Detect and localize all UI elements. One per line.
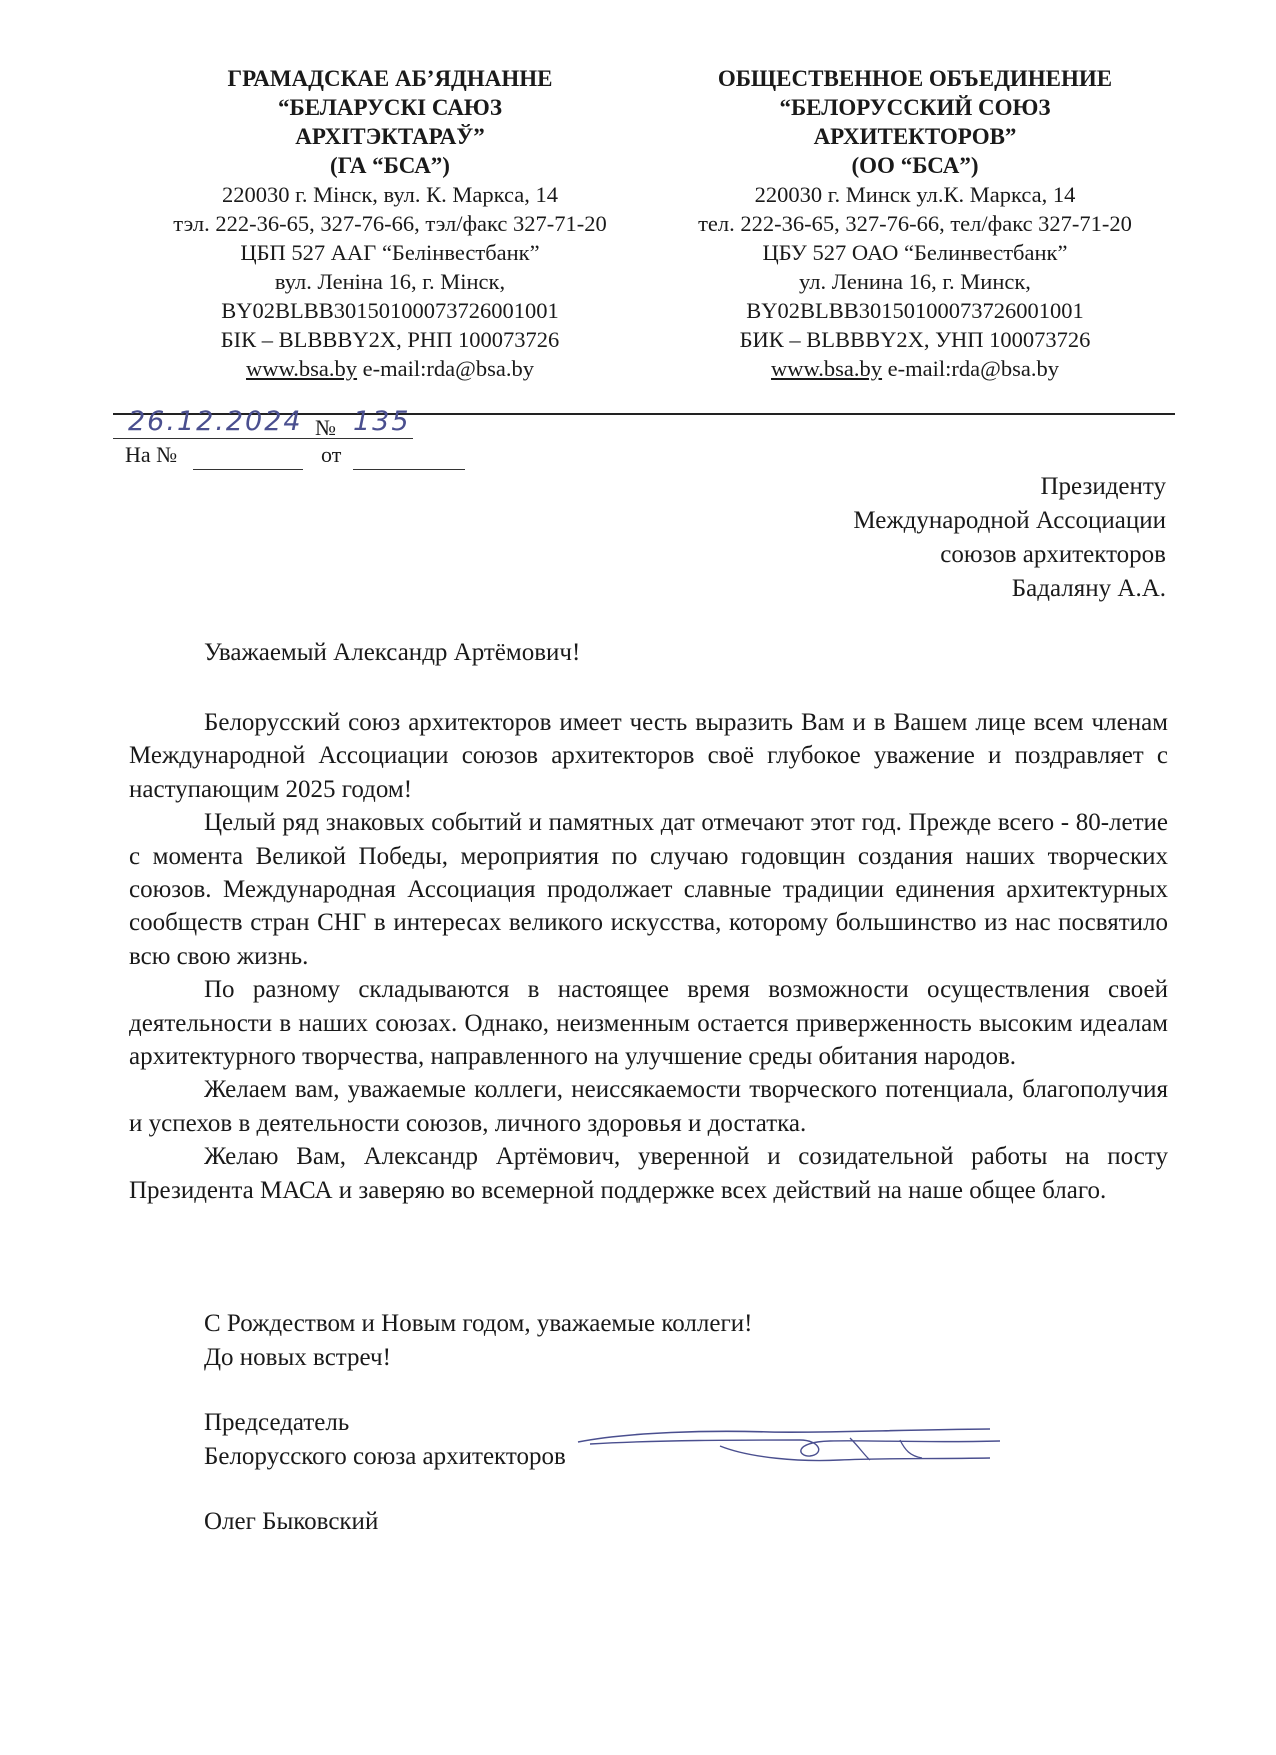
closing-line: С Рождеством и Новым годом, уважаемые коллеги!: [204, 1310, 753, 1337]
body-paragraph: Целый ряд знаковых событий и памятных дат отмечают этот год. Прежде всего - 80-летие с момента Великой Победы, мероприятия по случаю годовщин создания наших творческих союзов. Международная Ассоциация продолжает славные традиции единения архитектурных сообществ стран СНГ в интересах великого искусства, которому большинство из нас посвятило всю свою жизнь.: [129, 809, 1168, 970]
org-address: 220030 г. Мінск, вул. К. Маркса, 14: [222, 182, 558, 207]
org-name-line: “БЕЛАРУСКІ САЮЗ: [278, 95, 502, 120]
org-phones: тэл. 222-36-65, 327-76-66, тэл/факс 327-71-20: [173, 211, 607, 236]
registration-line: [125, 406, 1175, 441]
org-name-line: ГРАМАДСКАЕ АБ’ЯДНАННЕ: [227, 66, 553, 91]
org-name-line: “БЕЛОРУССКИЙ СОЮЗ: [779, 95, 1051, 120]
org-account: BY02BLBB30150100073726001001: [746, 298, 1084, 323]
in-reply-label: На №: [125, 442, 178, 467]
signatory-title-line: Белорусского союза архитекторов: [204, 1443, 566, 1470]
org-web-line: [110, 354, 670, 383]
letter-body: [129, 706, 1168, 1207]
addressee-block: [566, 470, 1166, 606]
org-bik: БИК – BLBBBY2X, УНП 100073726: [739, 327, 1091, 352]
number-label: №: [315, 415, 336, 440]
body-paragraph: Белорусский союз архитекторов имеет честь выразить Вам и в Вашем лице всем членам Международной Ассоциации союзов архитекторов своё глубокое уважение и поздравляет с наступающим 2025 годом!: [129, 709, 1168, 803]
org-abbreviation: (ОО “БСА”): [851, 153, 979, 178]
handwritten-signature: [570, 1418, 1010, 1478]
handwritten-date: 26.12.2024: [128, 406, 303, 437]
org-bank-address: ул. Ленина 16, г. Минск,: [799, 269, 1031, 294]
org-bik: БІК – BLBBBY2X, РНП 100073726: [220, 327, 560, 352]
from-label: от: [321, 442, 342, 467]
org-account: BY02BLBB30150100073726001001: [221, 298, 559, 323]
date-underline: [113, 438, 413, 439]
org-bank-address: вул. Леніна 16, г. Мінск,: [274, 269, 506, 294]
org-name-line: АРХІТЭКТАРАЎ”: [295, 124, 485, 149]
org-web-line: [660, 354, 1170, 383]
addressee-line: Президенту: [1040, 473, 1166, 500]
email-text: e-mail:rda@bsa.by: [882, 356, 1059, 381]
salutation: Уважаемый Александр Артёмович!: [204, 639, 581, 666]
closing-block: [204, 1307, 752, 1375]
in-reply-date-blank: [353, 469, 465, 470]
body-paragraph: По разному складываются в настоящее время возможности осуществления своей деятельности в наших союзах. Однако, неизменным остается приверженность высоким идеалам архитектурного творчества, направленного на улучшение среды обитания народов.: [129, 976, 1168, 1071]
addressee-line: Бадаляну А.А.: [1011, 575, 1166, 602]
website-link[interactable]: www.bsa.by: [771, 356, 883, 381]
org-phones: тел. 222-36-65, 327-76-66, тел/факс 327-71-20: [698, 211, 1132, 236]
letterhead-belarusian: [110, 64, 670, 383]
in-reply-number-blank: [193, 469, 303, 470]
signatory-name: Олег Быковский: [204, 1508, 379, 1535]
org-abbreviation: (ГА “БСА”): [330, 153, 450, 178]
addressee-line: союзов архитекторов: [940, 541, 1166, 568]
signatory-title: [204, 1406, 566, 1474]
website-link[interactable]: www.bsa.by: [246, 356, 358, 381]
in-reply-line: [125, 442, 525, 472]
org-bank: ЦБУ 527 ОАО “Белинвестбанк”: [762, 240, 1068, 265]
email-text: e-mail:rda@bsa.by: [357, 356, 534, 381]
org-name-line: ОБЩЕСТВЕННОЕ ОБЪЕДИНЕНИЕ: [717, 66, 1113, 91]
closing-line: До новых встреч!: [204, 1344, 391, 1371]
body-paragraph: Желаем вам, уважаемые коллеги, неиссякаемости творческого потенциала, благополучия и успехов в деятельности союзов, личного здоровья и достатка.: [129, 1076, 1168, 1137]
org-name-line: АРХИТЕКТОРОВ”: [813, 124, 1017, 149]
addressee-line: Международной Ассоциации: [853, 507, 1166, 534]
org-address: 220030 г. Минск ул.К. Маркса, 14: [754, 182, 1076, 207]
org-bank: ЦБП 527 ААГ “Белінвестбанк”: [240, 240, 540, 265]
body-paragraph: Желаю Вам, Александр Артёмович, уверенной и созидательной работы на посту Президента МАСА и заверяю во всемерной поддержке всех действий на наше общее благо.: [129, 1143, 1168, 1204]
letterhead-russian: [660, 64, 1170, 383]
signatory-title-line: Председатель: [204, 1409, 350, 1436]
handwritten-number: 135: [353, 406, 411, 437]
